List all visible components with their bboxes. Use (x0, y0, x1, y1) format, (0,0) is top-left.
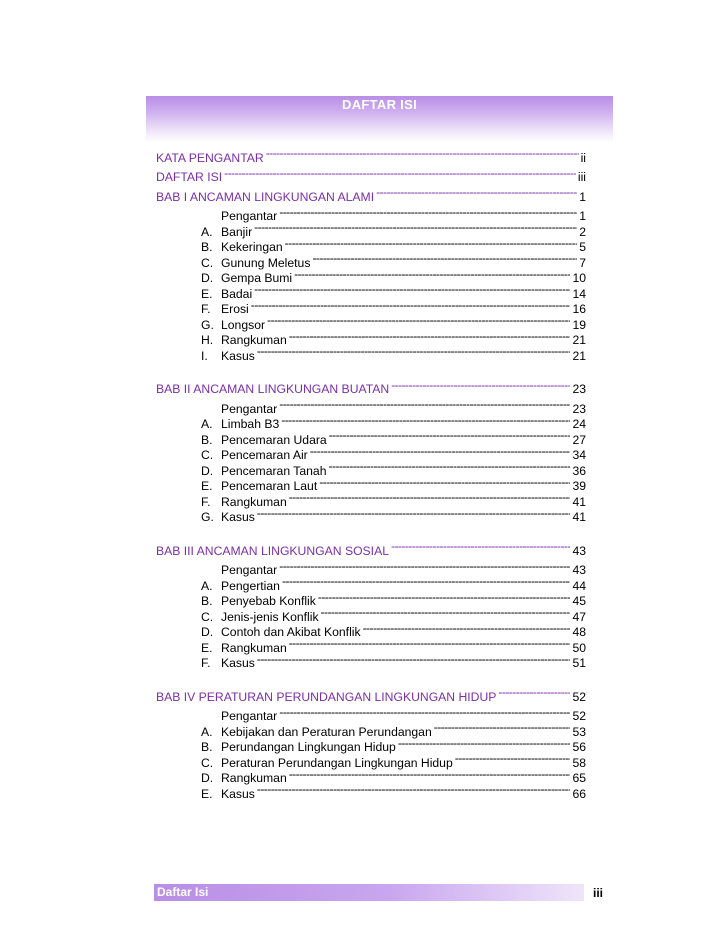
toc-dot-leader (391, 378, 570, 394)
toc-subsection-entry[interactable] (201, 220, 586, 239)
toc-dot-leader (224, 166, 576, 182)
toc-dot-leader (257, 344, 571, 360)
toc-subsection-entry[interactable] (201, 236, 586, 252)
toc-page-number: 51 (572, 656, 586, 670)
toc-dot-leader (434, 720, 571, 736)
toc-dot-leader (329, 428, 571, 444)
toc-dot-leader (328, 459, 570, 475)
toc-dot-leader (319, 475, 570, 491)
toc-entry-label: Gempa Bumi (221, 271, 293, 285)
toc-item-marker: A. (201, 578, 213, 593)
toc-chapter-entry[interactable] (156, 539, 586, 558)
toc-page-number: 52 (572, 709, 586, 723)
toc-item-marker: F. (201, 302, 211, 316)
toc-subsection-entry[interactable] (201, 313, 586, 332)
toc-page-number: 66 (572, 786, 586, 801)
toc-dot-leader (289, 767, 571, 783)
toc-item-marker: D. (201, 771, 214, 785)
toc-page-number: 58 (572, 755, 586, 770)
toc-dot-leader (294, 267, 570, 283)
toc-page-number: 1 (579, 209, 586, 223)
toc-page-number: 10 (572, 271, 586, 285)
toc-entry-label: Rangkuman (221, 333, 287, 347)
toc-subsection-entry[interactable] (201, 298, 586, 314)
toc-entry-label: Penyebab Konflik (221, 594, 316, 608)
toc-entry-label: Rangkuman (221, 771, 287, 785)
toc-dot-leader (257, 506, 571, 522)
footer-label: Daftar Isi (157, 885, 209, 899)
toc-page-number: 21 (572, 348, 586, 363)
toc-item-marker: E. (201, 640, 213, 655)
toc-dot-leader (289, 490, 571, 506)
toc-item-marker: G. (201, 510, 214, 524)
toc-entry-label: Pengantar (221, 709, 278, 723)
toc-entry-label: BAB I ANCAMAN LINGKUNGAN ALAMI (156, 189, 375, 204)
page-title: DAFTAR ISI (342, 97, 417, 112)
toc-item-marker: E. (201, 286, 213, 301)
toc-dot-leader (363, 621, 571, 637)
toc-subsection-entry[interactable] (201, 282, 586, 301)
table-of-contents (156, 142, 586, 801)
toc-dot-leader (391, 539, 570, 555)
toc-entry-label: Pengantar (221, 209, 278, 223)
toc-front-entry[interactable] (156, 166, 586, 182)
toc-subsection-entry[interactable] (201, 782, 586, 801)
toc-page-number: 48 (572, 625, 586, 639)
toc-dot-leader (289, 636, 571, 652)
toc-entry-label: Pencemaran Laut (221, 479, 318, 493)
toc-item-marker: I. (201, 348, 208, 363)
toc-entry-label: Pencemaran Air (221, 448, 308, 462)
toc-item-marker: C. (201, 255, 214, 270)
toc-page-number: iii (577, 170, 586, 184)
toc-entry-label: Perundangan Lingkungan Hidup (221, 740, 396, 754)
toc-dot-leader (279, 397, 570, 413)
toc-page-number: 5 (579, 240, 586, 254)
toc-entry-label: Kekeringan (221, 240, 283, 254)
toc-page-number: 65 (572, 771, 586, 785)
toc-item-marker: A. (201, 417, 213, 431)
toc-entry-label: Badai (221, 286, 253, 301)
toc-subsection-list (156, 205, 586, 363)
toc-item-marker: C. (201, 609, 214, 624)
toc-page-number: 27 (572, 432, 586, 447)
toc-dot-leader (257, 652, 571, 668)
toc-entry-label: Kasus (221, 510, 255, 524)
toc-subsection-entry[interactable] (201, 652, 586, 668)
toc-entry-label: BAB IV PERATURAN PERUNDANGAN LINGKUNGAN HIDUP (156, 689, 497, 704)
toc-entry-label: Kasus (221, 348, 255, 363)
toc-subsection-entry[interactable] (201, 205, 586, 221)
toc-page-number: 24 (572, 417, 586, 431)
toc-item-marker: E. (201, 479, 213, 493)
toc-item-marker: B. (201, 740, 213, 754)
toc-entry-label: Pengertian (221, 578, 280, 593)
toc-page-number: 2 (579, 224, 586, 239)
toc-dot-leader (279, 205, 577, 221)
toc-subsection-entry[interactable] (201, 506, 586, 522)
toc-dot-leader (266, 146, 579, 162)
toc-item-marker: B. (201, 240, 213, 254)
toc-dot-leader (279, 705, 570, 721)
toc-page-number: 34 (572, 448, 586, 462)
toc-dot-leader (318, 590, 571, 606)
toc-page-number: 47 (572, 609, 586, 624)
toc-item-marker: F. (201, 494, 211, 509)
toc-subsection-entry[interactable] (201, 559, 586, 575)
toc-dot-leader (282, 574, 570, 590)
toc-page-number: 41 (572, 510, 586, 524)
toc-entry-label: Limbah B3 (221, 417, 280, 431)
toc-page-number: 16 (572, 302, 586, 316)
toc-dot-leader (254, 220, 577, 236)
toc-entry-label: Jenis-jenis Konflik (221, 609, 319, 624)
toc-page-number: 56 (572, 740, 586, 754)
toc-page-number: 52 (572, 689, 586, 704)
toc-entry-label: Longsor (221, 317, 266, 332)
toc-entry-label: Pengantar (221, 401, 278, 416)
toc-page-number: 45 (572, 594, 586, 608)
toc-page-number: 43 (572, 543, 586, 558)
toc-subsection-entry[interactable] (201, 344, 586, 363)
toc-page-number: 21 (572, 333, 586, 347)
toc-dot-leader (267, 313, 570, 329)
toc-item-marker: F. (201, 656, 211, 670)
toc-page-number: ii (580, 150, 586, 165)
toc-dot-leader (281, 413, 570, 429)
toc-page-number: 43 (572, 563, 586, 577)
toc-page-number: 41 (572, 494, 586, 509)
footer-bar (154, 884, 584, 901)
footer-page-number: iii (593, 886, 604, 900)
toc-dot-leader (376, 185, 577, 201)
toc-entry-label: KATA PENGANTAR (156, 150, 264, 165)
toc-item-marker: B. (201, 594, 213, 608)
toc-item-marker: B. (201, 432, 213, 447)
toc-entry-label: Pencemaran Tanah (221, 463, 327, 478)
toc-entry-label: Erosi (221, 302, 249, 316)
toc-dot-leader (398, 736, 571, 752)
toc-subsection-entry[interactable] (201, 397, 586, 416)
toc-dot-leader (498, 685, 570, 701)
toc-item-marker: C. (201, 755, 214, 770)
toc-item-marker: H. (201, 333, 214, 347)
toc-front-entry[interactable] (156, 146, 586, 165)
toc-chapter-entry[interactable] (156, 685, 586, 704)
toc-page-number: 50 (572, 640, 586, 655)
toc-entry-label: Contoh dan Akibat Konflik (221, 625, 361, 639)
toc-entry-label: Kasus (221, 786, 255, 801)
toc-subsection-list (156, 559, 586, 668)
toc-item-marker: C. (201, 448, 214, 462)
toc-entry-label: DAFTAR ISI (156, 170, 223, 184)
toc-dot-leader (285, 236, 578, 252)
toc-page-number: 36 (572, 463, 586, 478)
toc-item-marker: E. (201, 786, 213, 801)
toc-page-number: 14 (572, 286, 586, 301)
toc-item-marker: G. (201, 317, 214, 332)
toc-dot-leader (251, 298, 571, 314)
toc-subsection-list (156, 397, 586, 524)
toc-page-number: 23 (572, 401, 586, 416)
toc-entry-label: Kebijakan dan Peraturan Perundangan (221, 724, 432, 739)
toc-subsection-entry[interactable] (201, 705, 586, 721)
toc-page-number: 1 (579, 189, 586, 204)
toc-page-number: 44 (572, 578, 586, 593)
toc-item-marker: D. (201, 625, 214, 639)
toc-entry-label: Rangkuman (221, 640, 287, 655)
toc-entry-label: Pengantar (221, 563, 278, 577)
toc-item-marker: A. (201, 224, 213, 239)
toc-page-number: 19 (572, 317, 586, 332)
toc-entry-label: BAB II ANCAMAN LINGKUNGAN BUATAN (156, 382, 390, 396)
toc-dot-leader (455, 751, 571, 767)
toc-page-number: 7 (579, 255, 586, 270)
toc-entry-label: Kasus (221, 656, 255, 670)
toc-entry-label: Gunung Meletus (221, 255, 311, 270)
toc-entry-label: Banjir (221, 224, 253, 239)
toc-page-number: 23 (572, 382, 586, 396)
toc-dot-leader (321, 605, 571, 621)
toc-dot-leader (289, 329, 571, 345)
toc-entry-label: Pencemaran Udara (221, 432, 327, 447)
toc-dot-leader (310, 444, 571, 460)
toc-dot-leader (279, 559, 570, 575)
toc-page-number: 53 (572, 724, 586, 739)
toc-chapter-entry[interactable] (156, 185, 586, 204)
toc-dot-leader (312, 251, 577, 267)
toc-subsection-list (156, 705, 586, 801)
toc-chapter-entry[interactable] (156, 378, 586, 394)
toc-item-marker: D. (201, 271, 214, 285)
toc-item-marker: D. (201, 463, 214, 478)
toc-dot-leader (254, 282, 570, 298)
toc-page-number: 39 (572, 479, 586, 493)
toc-item-marker: A. (201, 724, 213, 739)
toc-entry-label: BAB III ANCAMAN LINGKUNGAN SOSIAL (156, 543, 389, 558)
toc-entry-label: Peraturan Perundangan Lingkungan Hidup (221, 755, 453, 770)
toc-dot-leader (257, 782, 571, 798)
toc-entry-label: Rangkuman (221, 494, 287, 509)
